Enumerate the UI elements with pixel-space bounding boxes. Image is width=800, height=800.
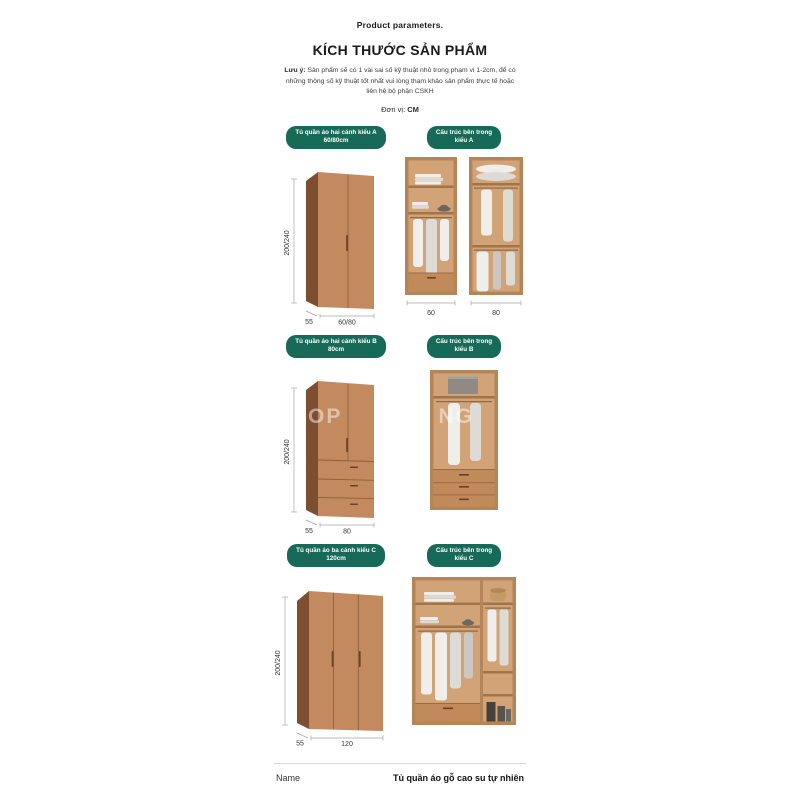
watermark-fragment: NG	[438, 404, 474, 428]
section-type-b	[274, 335, 526, 534]
product-name-row	[274, 763, 526, 783]
drawer-handle	[350, 485, 358, 487]
base-dimensions	[305, 520, 374, 534]
badge-line1: Cấu trúc bên trong	[435, 546, 493, 554]
shelf	[434, 396, 495, 399]
badge-line1: Cấu trúc bên trong	[435, 128, 493, 136]
shelf	[416, 602, 481, 605]
height-dimension	[275, 597, 288, 725]
panel-wardrobe-a	[274, 126, 398, 325]
front-face	[309, 591, 383, 731]
badge-wardrobe-a	[286, 126, 385, 149]
height-dimension	[284, 388, 297, 512]
disclaimer-note	[282, 66, 518, 98]
width-dimension-label: 120	[341, 740, 353, 747]
hanging-rod	[474, 249, 518, 250]
depth-dimension-label: 55	[305, 527, 313, 534]
side-face	[297, 591, 309, 729]
structure-a-illustration	[403, 155, 525, 319]
note-label: Lưu ý:	[284, 67, 306, 74]
badge-line1: Tủ quần áo hai cánh kiểu A	[295, 128, 377, 136]
panel-wardrobe-c	[274, 544, 398, 747]
height-dimension-label: 200/240	[275, 649, 282, 676]
drawer	[409, 273, 454, 291]
base-dimensions	[296, 733, 383, 747]
eyebrow-text: Product parameters.	[356, 20, 444, 30]
badge-structure-c	[427, 544, 501, 567]
badge-line2: 120cm	[326, 555, 346, 563]
base-dimensions	[305, 311, 374, 325]
wardrobe-c-illustration	[273, 573, 399, 747]
cabinet-60	[405, 157, 457, 317]
hanging-clothes	[477, 251, 516, 291]
badge-wardrobe-b	[286, 335, 386, 358]
height-dimension	[284, 179, 297, 303]
badge-line2: 80cm	[327, 346, 345, 354]
wardrobe-body	[306, 172, 374, 309]
badge-line2: kiểu A	[454, 137, 474, 145]
panel-structure-a	[402, 126, 526, 325]
cabinet	[412, 577, 516, 725]
unit-label: Đơn vị:	[381, 104, 406, 114]
section-type-c	[274, 544, 526, 747]
door-handle	[332, 651, 334, 667]
badge-structure-b	[427, 335, 501, 358]
drawer	[434, 470, 495, 506]
hanging-rod	[410, 217, 452, 218]
structure-b-diagram	[428, 364, 500, 528]
badge-wardrobe-c	[287, 544, 385, 567]
unit-line	[274, 105, 526, 114]
sections-container	[274, 126, 526, 747]
side-face	[306, 172, 318, 307]
section-type-a	[274, 126, 526, 325]
cabinet-80	[469, 157, 523, 317]
badge-line1: Cấu trúc bên trong	[435, 337, 493, 345]
wardrobe-b-illustration	[280, 364, 392, 534]
drawer	[416, 704, 481, 722]
hanging-rod	[485, 607, 511, 608]
front-face	[318, 172, 374, 309]
drawer-handle	[459, 486, 469, 488]
note-text: Sản phẩm sẽ có 1 vài sai số kỹ thuật nhỏ trong phạm vi 1-2cm, để có những thông số kỹ thuật tốt nhất vui lòng tham khảo sản phẩm thực tế hoặc liên hệ bộ phận CSKH	[285, 67, 516, 96]
folded-clothes	[424, 592, 456, 602]
width-dimension-label: 80	[343, 528, 351, 534]
drawer-handle	[443, 707, 453, 709]
structure-b-illustration	[428, 364, 500, 528]
wardrobe-body	[306, 381, 374, 518]
width-dimension-label: 60/80	[338, 319, 356, 325]
shelf	[409, 185, 454, 188]
wardrobe-a-illustration	[280, 155, 392, 325]
basket	[490, 588, 506, 601]
side-face	[306, 381, 318, 516]
badge-line1: Tủ quần áo hai cánh kiểu B	[295, 337, 377, 345]
storage-box	[448, 376, 478, 394]
door-handle	[346, 438, 348, 452]
folded-clothes	[415, 174, 443, 185]
panel-wardrobe-b	[274, 335, 398, 534]
shelf	[483, 602, 513, 605]
product-parameters-page	[274, 0, 526, 783]
structure-a-diagram	[403, 155, 525, 319]
drawer-handle	[350, 503, 358, 505]
door-handle	[346, 235, 348, 251]
wardrobe-b-diagram	[280, 364, 392, 534]
structure-c-diagram	[410, 573, 518, 733]
unit-value: CM	[407, 104, 419, 114]
structure-width-label: 80	[492, 309, 500, 317]
panel-structure-b	[402, 335, 526, 534]
wardrobe-c-diagram	[273, 573, 399, 747]
shelf	[483, 694, 513, 697]
vertical-divider	[480, 580, 483, 721]
wardrobe-body	[297, 591, 383, 731]
drawer-handle	[459, 474, 469, 476]
cabinet	[430, 370, 498, 510]
badge-line1: Tủ quần áo ba cánh kiểu C	[296, 546, 376, 554]
structure-c-illustration	[410, 573, 518, 733]
depth-dimension-label: 55	[296, 740, 304, 747]
badge-line2: 60/80cm	[323, 137, 349, 145]
depth-dimension-label: 55	[305, 318, 313, 325]
drawer-handle	[459, 498, 469, 500]
badge-structure-a	[427, 126, 501, 149]
shelf	[483, 671, 513, 674]
height-dimension-label: 200/240	[284, 438, 291, 465]
shelf	[409, 212, 454, 215]
product-name-value: Tủ quần áo gỗ cao su tự nhiên	[392, 772, 524, 783]
hanging-rod	[436, 401, 492, 402]
badge-line2: kiểu C	[454, 555, 474, 563]
hanging-rod	[418, 630, 478, 631]
drawer-handle	[350, 466, 358, 468]
page-title: KÍCH THƯỚC SẢN PHẨM	[312, 42, 488, 58]
watermark-fragment: OP	[308, 404, 343, 428]
wardrobe-a-diagram	[280, 155, 392, 325]
shelf	[473, 183, 520, 186]
shelf	[473, 245, 520, 248]
door-handle	[359, 651, 361, 667]
hanging-rod	[474, 187, 518, 188]
structure-width-label: 60	[427, 309, 435, 317]
drawer-handle	[427, 277, 436, 279]
name-label: Name	[276, 772, 301, 783]
badge-line2: kiểu B	[454, 346, 474, 354]
panel-structure-c	[402, 544, 526, 747]
height-dimension-label: 200/240	[284, 229, 291, 256]
shelf	[416, 625, 481, 628]
